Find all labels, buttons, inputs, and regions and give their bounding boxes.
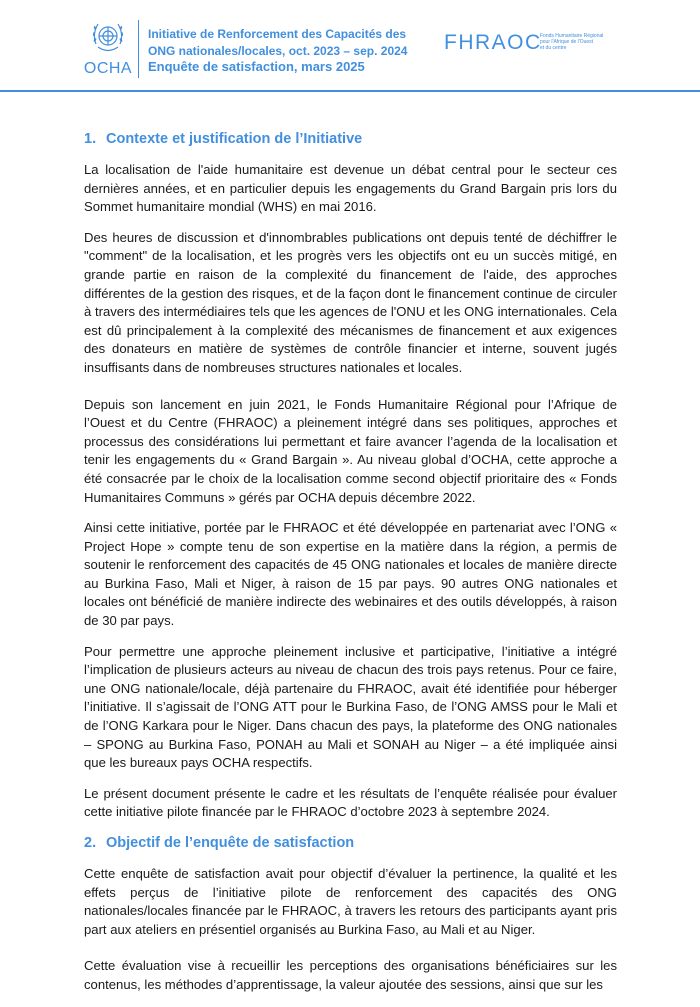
un-emblem-icon [86,18,130,58]
page-header [0,0,700,92]
section-1-heading [84,130,617,149]
section-2-heading [84,834,617,853]
paragraph: Cette évaluation vise à recueillir les perceptions des organisations bénéficiaires sur les contenus, les méthodes d’apprentissage, la valeur ajoutée des sessions, ainsi que sur les [84,958,617,992]
paragraph: Des heures de discussion et d'innombrables publications ont depuis tenté de déchiffrer le "comment" de la localisation, et les progrès vers les objectifs ont eu un succès mitigé, en grande partie en raison de la complexité du financement de l'aide, des approches différentes de la gestion des risques, et de la façon dont le financement continue de circuler à travers des intermédiaires tels que les agences de l'ONU et les ONG internationales. Cela est dû principalement à la complexité des mécanismes de financement et aux exigences des donateurs en matière de systèmes de contrôle financier et interne, souvent jugés insuffisants dans de nombreuses structures nationales et locales. [84,229,617,375]
document-body [84,130,617,1007]
paragraph: Pour permettre une approche pleinement inclusive et participative, l’initiative a intégré l’implication de plusieurs acteurs au niveau de chacun des trois pays retenus. Pour ce faire, une ONG nationale/locale, déjà partenaire du FHRAOC, avait été identifiée pour héberger l’initiative. Il s’agissait de l’ONG ATT pour le Burkina Faso, de l’ONG AMSS pour le Mali et de l’ONG Karkara pour le Niger. Dans chacun des pays, la plateforme des ONG nationales – SPONG au Burkina Faso, PONAH au Mali et SONAH au Niger – a été impliquée ainsi que les bureaux pays OCHA respectifs. [84,643,617,771]
document-title-line-2: ONG nationales/locales, oct. 2023 – sep. 2024 [148,44,408,58]
header-rule [0,90,700,92]
document-subtitle: Enquête de satisfaction, mars 2025 [148,59,365,74]
paragraph: Le présent document présente le cadre et les résultats de l’enquête réalisée pour évaluer cette initiative pilote financée par le FHRAOC d’octobre 2023 à septembre 2024. [84,785,617,820]
section-2-title: Objectif de l’enquête de satisfaction [106,835,355,851]
section-1-number: 1. [84,131,97,147]
fhraoc-caption-line-3: et du centre [540,45,567,51]
fhraoc-logo-caption [540,33,620,51]
paragraph: Ainsi cette initiative, portée par le FHRAOC et été développée en partenariat avec l’ONG « Project Hope » compte tenu de son expertise en la matière dans la région, a permis de soutenir le renforcement des capacités de 45 ONG nationales et locales de manière directe au Burkina Faso, Mali et Niger, à raison de 15 par pays. 90 autres ONG nationales et locales ont bénéficié de manière indirecte des webinaires et des outils développés, à raison de 30 par pays. [84,520,617,629]
fhraoc-logo [444,32,624,56]
section-2-number: 2. [84,835,97,851]
ocha-logo [80,18,134,80]
paragraph: La localisation de l'aide humanitaire est devenue un débat central pour le secteur ces dernières années, et en particulier depuis les engagements du Grand Bargain pris lors du Sommet humanitaire mondial (WHS) en mai 2016. [84,162,617,215]
paragraph: Cette enquête de satisfaction avait pour objectif d’évaluer la pertinence, la qualité et les effets perçus de l’initiative pilote de renforcement des capacités des ONG nationales/locales financée par le FHRAOC, à travers les retours des participants ayant pris part aux ateliers en présentiel organisés au Burkina Faso, au Mali et au Niger. [84,866,617,937]
paragraph: Depuis son lancement en juin 2021, le Fonds Humanitaire Régional pour l’Afrique de l’Ouest et du Centre (FHRAOC) a pleinement intégré dans ses politiques, approches et processus des considérations lui permettant et faire avancer l’agenda de la localisation et tenir les engagements du « Grand Bargain ». Au niveau global d’OCHA, cette approche a été consacrée par le choix de la localisation comme second objectif prioritaire des « Fonds Humanitaires Communs » gérés par OCHA depuis décembre 2022. [84,396,617,505]
fhraoc-logo-text: FHRAOC [444,31,542,54]
document-title [148,26,418,60]
fhraoc-caption-line-2: pour l'Afrique de l'Ouest [540,39,594,45]
ocha-logo-text: OCHA [83,60,133,77]
section-1-title: Contexte et justification de l’Initiative [106,131,363,147]
header-divider [138,20,139,78]
fhraoc-caption-line-1: Fonds Humanitaire Régional [540,33,604,39]
document-title-line-1: Initiative de Renforcement des Capacités des [148,27,407,41]
